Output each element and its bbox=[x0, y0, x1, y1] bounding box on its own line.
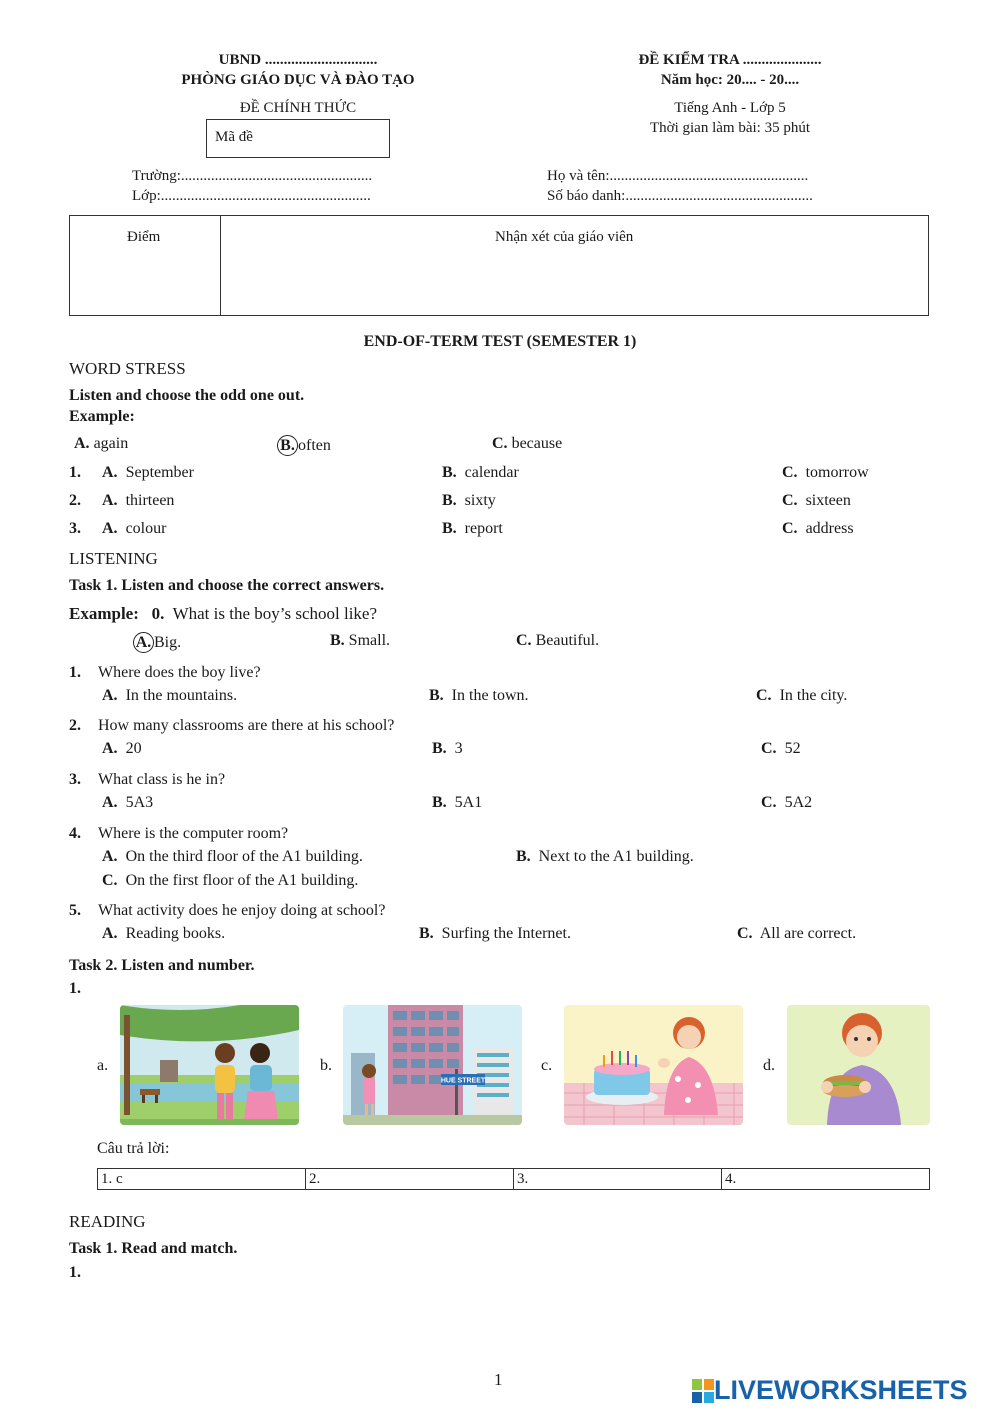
ws-q2-option-b[interactable]: B. sixty bbox=[442, 492, 496, 509]
l-q3-option-a[interactable]: A. 5A3 bbox=[102, 794, 154, 811]
l-q2-text: How many classrooms are there at his school? bbox=[98, 717, 395, 734]
l-q1-text: Where does the boy live? bbox=[98, 664, 261, 681]
l-q5-text: What activity does he enjoy doing at school? bbox=[98, 902, 386, 919]
ws-q1-option-c[interactable]: C. tomorrow bbox=[782, 464, 869, 481]
reading-task1-number: 1. bbox=[69, 1264, 81, 1281]
word-stress-instruction: Listen and choose the odd one out. bbox=[69, 387, 305, 404]
header-test-name: ĐỀ KIỂM TRA ..................... bbox=[638, 52, 822, 68]
ws-q3-option-a[interactable]: A. colour bbox=[102, 520, 167, 537]
ws-q3-option-b[interactable]: B. report bbox=[442, 520, 503, 537]
school-field[interactable]: Trường:................................................... bbox=[132, 168, 373, 184]
word-stress-heading: WORD STRESS bbox=[69, 359, 186, 378]
l-q2-option-c[interactable]: C. 52 bbox=[761, 740, 801, 757]
l-example-option-c[interactable]: C. Beautiful. bbox=[516, 632, 600, 649]
l-q5-option-a[interactable]: A. Reading books. bbox=[102, 925, 226, 942]
test-title: END-OF-TERM TEST (SEMESTER 1) bbox=[363, 333, 637, 350]
l-q2-number: 2. bbox=[69, 717, 81, 734]
exam-code-label: Mã đề bbox=[215, 129, 253, 145]
name-field[interactable]: Họ và tên:..................................................... bbox=[547, 168, 809, 184]
answer-table bbox=[97, 1168, 930, 1190]
picture-a-park[interactable] bbox=[120, 1005, 299, 1125]
street-sign-text: HUE STREET bbox=[440, 1077, 486, 1085]
l-q3-text: What class is he in? bbox=[98, 771, 226, 788]
selected-answer-circle: B. bbox=[277, 435, 298, 456]
selected-answer-circle: A. bbox=[133, 632, 154, 653]
answer-cell-2[interactable]: 2. bbox=[306, 1169, 514, 1190]
listening-task2-number: 1. bbox=[69, 980, 81, 997]
ws-example-option-c[interactable]: C. because bbox=[492, 435, 563, 452]
answer-cell-3[interactable]: 3. bbox=[514, 1169, 722, 1190]
l-q3-option-c[interactable]: C. 5A2 bbox=[761, 794, 813, 811]
liveworksheets-logo[interactable] bbox=[692, 1375, 968, 1406]
class-field[interactable]: Lớp:........................................................ bbox=[132, 188, 371, 204]
listening-example: Example: 0. What is the boy’s school like? bbox=[69, 604, 378, 623]
exam-code-box bbox=[206, 119, 390, 158]
listening-heading: LISTENING bbox=[69, 549, 158, 568]
answer-cell-1[interactable]: 1. c bbox=[98, 1169, 306, 1190]
l-q5-number: 5. bbox=[69, 902, 81, 919]
ws-q2-option-a[interactable]: A. thirteen bbox=[102, 492, 175, 509]
header-department: PHÒNG GIÁO DỤC VÀ ĐÀO TẠO bbox=[181, 72, 415, 88]
l-q1-option-a[interactable]: A. In the mountains. bbox=[102, 687, 238, 704]
ws-example-option-b[interactable]: B. often bbox=[280, 435, 331, 456]
l-q5-option-b[interactable]: B. Surfing the Internet. bbox=[419, 925, 571, 942]
pic-label-c: c. bbox=[541, 1057, 553, 1074]
ws-q2-option-c[interactable]: C. sixteen bbox=[782, 492, 851, 509]
score-table bbox=[69, 215, 929, 316]
l-q5-option-c[interactable]: C. All are correct. bbox=[737, 925, 857, 942]
picture-d-sandwich[interactable] bbox=[787, 1005, 930, 1125]
ws-q1-number: 1. bbox=[69, 464, 81, 481]
ws-q1-option-a[interactable]: A. September bbox=[102, 464, 194, 481]
reading-task1-title: Task 1. Read and match. bbox=[69, 1240, 238, 1257]
ws-q2-number: 2. bbox=[69, 492, 81, 509]
score-label: Điểm bbox=[127, 229, 161, 245]
pic-label-d: d. bbox=[763, 1057, 775, 1074]
listening-task2-title: Task 2. Listen and number. bbox=[69, 957, 255, 974]
picture-c-birthday-cake[interactable] bbox=[564, 1005, 743, 1125]
l-q4-text: Where is the computer room? bbox=[98, 825, 289, 842]
l-q1-number: 1. bbox=[69, 664, 81, 681]
l-q4-number: 4. bbox=[69, 825, 81, 842]
ws-q3-option-c[interactable]: C. address bbox=[782, 520, 854, 537]
answer-label: Câu trả lời: bbox=[97, 1140, 170, 1157]
l-q2-option-a[interactable]: A. 20 bbox=[102, 740, 142, 757]
l-q4-option-c[interactable]: C. On the first floor of the A1 building. bbox=[102, 872, 359, 889]
l-q1-option-b[interactable]: B. In the town. bbox=[429, 687, 529, 704]
listening-task1-title: Task 1. Listen and choose the correct answers. bbox=[69, 577, 385, 594]
ws-q3-number: 3. bbox=[69, 520, 81, 537]
logo-text: LIVEWORKSHEETS bbox=[714, 1375, 968, 1405]
header-school-year: Năm học: 20.... - 20.... bbox=[660, 72, 800, 88]
answer-cell-4[interactable]: 4. bbox=[722, 1169, 930, 1190]
header-ubnd: UBND .............................. bbox=[218, 52, 378, 68]
ws-q1-option-b[interactable]: B. calendar bbox=[442, 464, 519, 481]
l-q3-number: 3. bbox=[69, 771, 81, 788]
page-number: 1 bbox=[494, 1370, 503, 1389]
l-q3-option-b[interactable]: B. 5A1 bbox=[432, 794, 483, 811]
l-q4-option-a[interactable]: A. On the third floor of the A1 building. bbox=[102, 848, 363, 865]
header-subject: Tiếng Anh - Lớp 5 bbox=[674, 100, 786, 116]
header-official: ĐỀ CHÍNH THỨC bbox=[239, 100, 357, 116]
l-q1-option-c[interactable]: C. In the city. bbox=[756, 687, 848, 704]
picture-b-street[interactable] bbox=[343, 1005, 522, 1125]
ws-example-option-a[interactable]: A. again bbox=[74, 435, 129, 452]
word-stress-example-label: Example: bbox=[69, 408, 135, 425]
header-duration: Thời gian làm bài: 35 phút bbox=[650, 120, 810, 136]
l-q2-option-b[interactable]: B. 3 bbox=[432, 740, 463, 757]
student-id-field[interactable]: Số báo danh:.................................................. bbox=[547, 188, 813, 204]
pic-label-b: b. bbox=[320, 1057, 332, 1074]
teacher-comment-label: Nhận xét của giáo viên bbox=[495, 229, 634, 245]
pic-label-a: a. bbox=[97, 1057, 109, 1074]
l-q4-option-b[interactable]: B. Next to the A1 building. bbox=[516, 848, 694, 865]
l-example-option-a[interactable]: A. Big. bbox=[136, 632, 181, 653]
l-example-option-b[interactable]: B. Small. bbox=[330, 632, 391, 649]
reading-heading: READING bbox=[69, 1212, 146, 1231]
logo-blocks-icon bbox=[692, 1379, 714, 1403]
